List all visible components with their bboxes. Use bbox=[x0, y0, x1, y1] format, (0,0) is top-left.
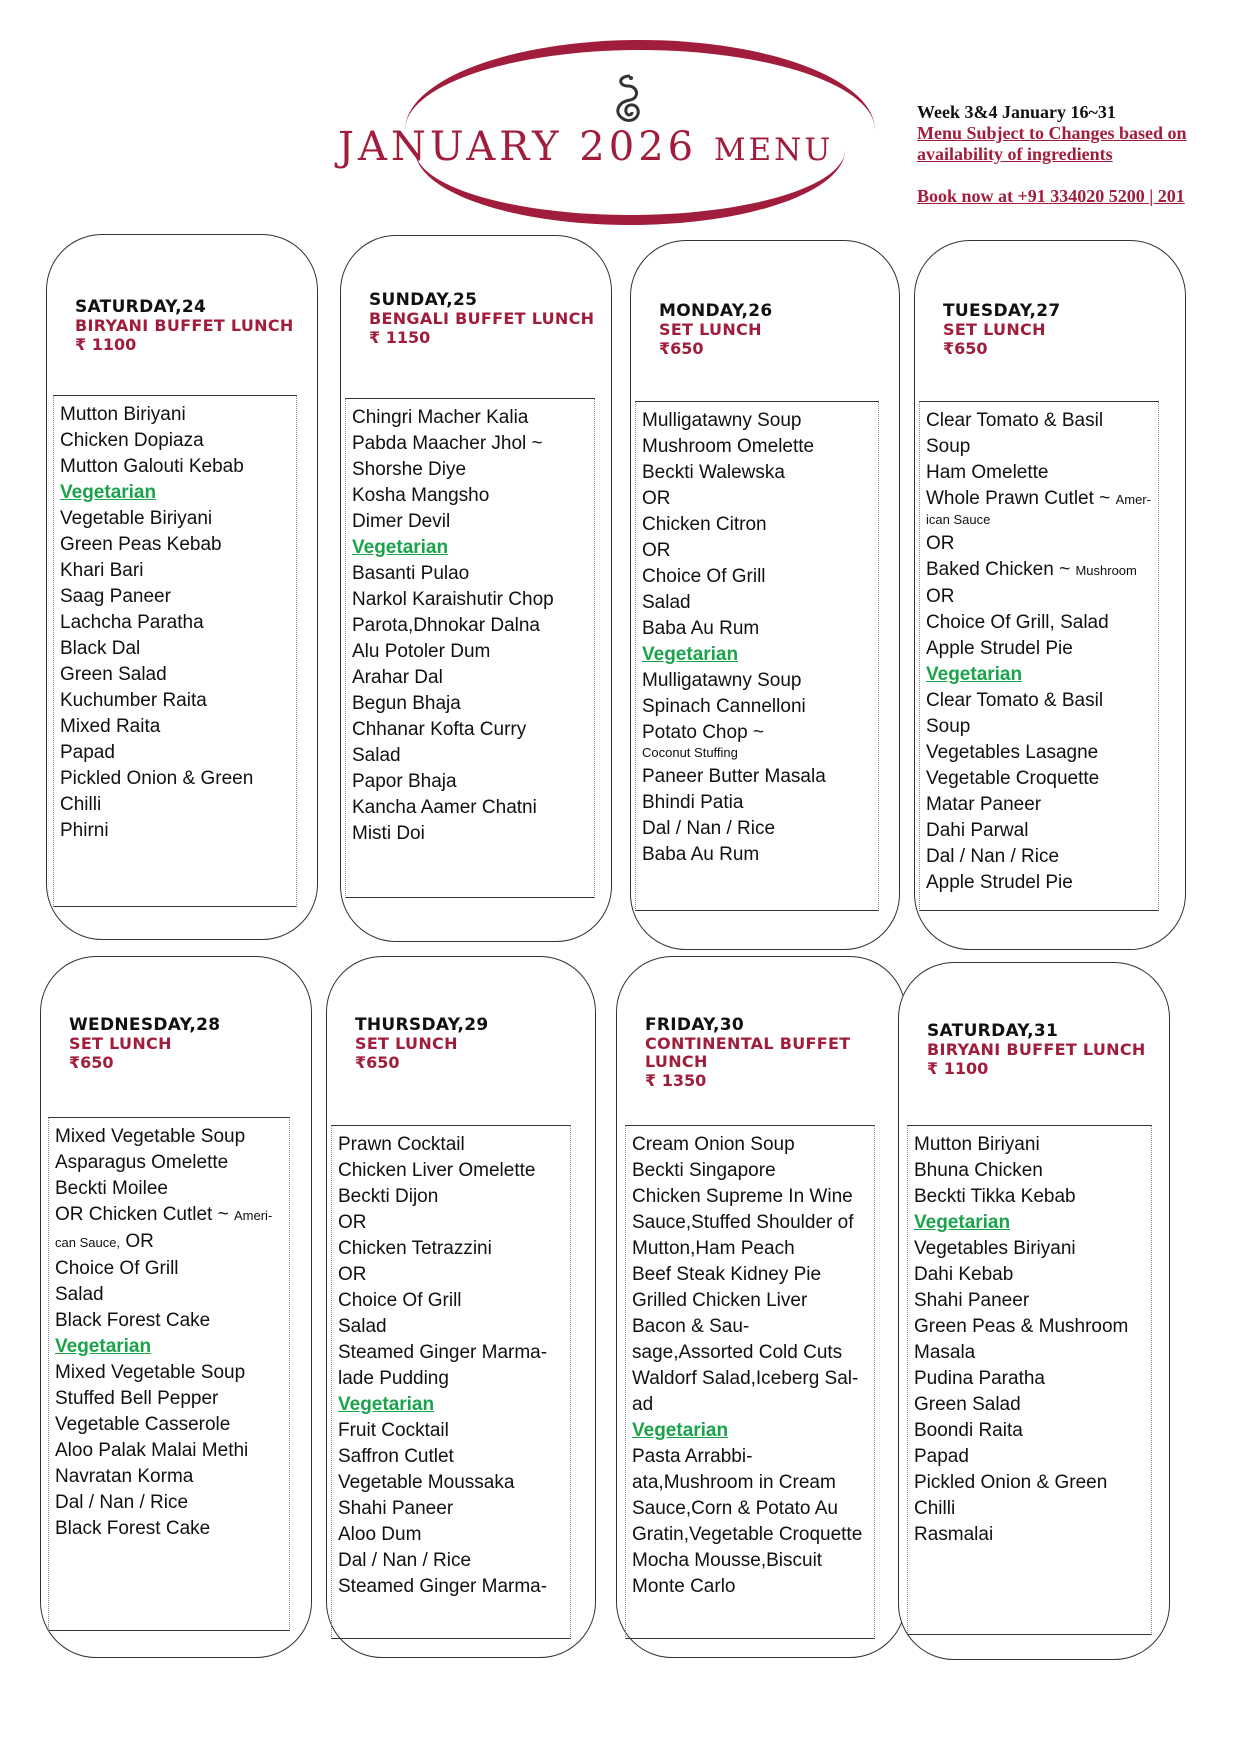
menu-card bbox=[326, 956, 596, 1658]
menu-item: Black Forest Cake bbox=[55, 1518, 211, 1539]
card-header bbox=[75, 297, 307, 355]
menu-item: Boondi Raita bbox=[914, 1420, 1023, 1441]
header-info bbox=[917, 102, 1240, 207]
menu-item: Chicken Liver Omelette bbox=[338, 1160, 536, 1181]
menu-item: Pabda Maacher Jhol ~ bbox=[352, 433, 543, 454]
card-day: SATURDAY,24 bbox=[75, 297, 207, 317]
card-menu-list bbox=[919, 401, 1159, 911]
menu-item: Chilli bbox=[914, 1498, 956, 1519]
menu-card bbox=[46, 234, 318, 940]
menu-item: Papor Bhaja bbox=[352, 771, 457, 792]
card-price: ₹650 bbox=[69, 1053, 114, 1072]
menu-card bbox=[914, 240, 1186, 950]
menu-card bbox=[630, 240, 900, 950]
menu-item: Potato Chop ~ bbox=[642, 722, 765, 743]
menu-item: Dal / Nan / Rice bbox=[55, 1492, 189, 1513]
card-header bbox=[659, 301, 889, 359]
menu-item: Apple Strudel Pie bbox=[926, 872, 1073, 893]
card-header bbox=[645, 1015, 895, 1091]
menu-item: Fruit Cocktail bbox=[338, 1420, 449, 1441]
menu-item: Grilled Chicken Liver bbox=[632, 1290, 808, 1311]
card-header bbox=[369, 290, 601, 348]
card-header bbox=[943, 301, 1175, 359]
card-menu-list bbox=[345, 398, 595, 898]
menu-item: ican Sauce bbox=[926, 512, 991, 527]
header-arc-bottom bbox=[415, 150, 845, 225]
menu-item: Alu Potoler Dum bbox=[352, 641, 491, 662]
card-meal-type: SET LUNCH bbox=[943, 320, 1046, 339]
menu-item: Chicken Citron bbox=[642, 514, 767, 535]
menu-item: Chicken Supreme In Wine bbox=[632, 1186, 853, 1207]
menu-item: Green Salad bbox=[60, 664, 167, 685]
menu-item: Stuffed Bell Pepper bbox=[55, 1388, 219, 1409]
card-meal-type: CONTINENTAL BUFFET LUNCH bbox=[645, 1034, 851, 1071]
card-header bbox=[69, 1015, 301, 1073]
card-price: ₹650 bbox=[659, 339, 704, 358]
vegetarian-heading: Vegetarian bbox=[60, 482, 157, 503]
menu-item: ata,Mushroom in Cream bbox=[632, 1472, 836, 1493]
menu-item: Mutton Biriyani bbox=[60, 404, 186, 425]
menu-item: Beckti Singapore bbox=[632, 1160, 776, 1181]
menu-item: Soup bbox=[926, 716, 971, 737]
menu-item: Cream Onion Soup bbox=[632, 1134, 795, 1155]
menu-item: Bhindi Patia bbox=[642, 792, 744, 813]
menu-item: Phirni bbox=[60, 820, 109, 841]
card-menu-list bbox=[635, 401, 879, 911]
menu-item: Lachcha Paratha bbox=[60, 612, 204, 633]
menu-item: Salad bbox=[642, 592, 691, 613]
vegetarian-heading: Vegetarian bbox=[338, 1394, 435, 1415]
menu-item: Beef Steak Kidney Pie bbox=[632, 1264, 822, 1285]
menu-item: Mocha Mousse,Biscuit bbox=[632, 1550, 823, 1571]
card-menu-list bbox=[907, 1125, 1152, 1635]
menu-item: Bacon & Sau- bbox=[632, 1316, 750, 1337]
menu-item: Coconut Stuffing bbox=[642, 745, 738, 760]
card-day: MONDAY,26 bbox=[659, 301, 773, 321]
menu-card bbox=[616, 956, 906, 1658]
menu-item: Chhanar Kofta Curry bbox=[352, 719, 527, 740]
menu-item: Chilli bbox=[60, 794, 102, 815]
card-menu-list bbox=[53, 395, 297, 907]
menu-item: Masala bbox=[914, 1342, 976, 1363]
menu-item: Vegetable Moussaka bbox=[338, 1472, 515, 1493]
menu-item: Sauce,Corn & Potato Au bbox=[632, 1498, 838, 1519]
vegetarian-heading: Vegetarian bbox=[55, 1336, 152, 1357]
menu-item: Beckti Tikka Kebab bbox=[914, 1186, 1076, 1207]
menu-item: Vegetables Lasagne bbox=[926, 742, 1099, 763]
menu-item: Asparagus Omelette bbox=[55, 1152, 229, 1173]
menu-item: Green Peas & Mushroom bbox=[914, 1316, 1129, 1337]
menu-item: Mixed Raita bbox=[60, 716, 161, 737]
menu-item: Saffron Cutlet bbox=[338, 1446, 454, 1467]
menu-card bbox=[40, 956, 312, 1658]
menu-item: sage,Assorted Cold Cuts bbox=[632, 1342, 843, 1363]
title-main: JANUARY 2026 bbox=[338, 124, 698, 170]
menu-item: Dal / Nan / Rice bbox=[338, 1550, 472, 1571]
card-day: TUESDAY,27 bbox=[943, 301, 1061, 321]
menu-item: Ham Omelette bbox=[926, 462, 1049, 483]
card-price: ₹ 1100 bbox=[927, 1059, 989, 1078]
menu-item: OR Chicken Cutlet ~ Ameri- bbox=[55, 1204, 273, 1225]
menu-item: Shorshe Diye bbox=[352, 459, 467, 480]
menu-item: Soup bbox=[926, 436, 971, 457]
card-menu-list bbox=[48, 1117, 290, 1631]
menu-item: Choice Of Grill bbox=[55, 1258, 179, 1279]
menu-item: Chicken Dopiaza bbox=[60, 430, 204, 451]
menu-item: Gratin,Vegetable Croquette bbox=[632, 1524, 863, 1545]
menu-item: OR bbox=[926, 533, 955, 554]
card-price: ₹650 bbox=[943, 339, 988, 358]
menu-item: Shahi Paneer bbox=[914, 1290, 1030, 1311]
title-menu: MENU bbox=[713, 132, 834, 168]
menu-item: Waldorf Salad,Iceberg Sal- bbox=[632, 1368, 859, 1389]
menu-item: Mixed Vegetable Soup bbox=[55, 1126, 246, 1147]
menu-item: Saag Paneer bbox=[60, 586, 171, 607]
menu-item: Paneer Butter Masala bbox=[642, 766, 826, 787]
menu-item: Arahar Dal bbox=[352, 667, 443, 688]
menu-item: Narkol Karaishutir Chop bbox=[352, 589, 554, 610]
menu-item: Vegetables Biriyani bbox=[914, 1238, 1076, 1259]
menu-item: Black Forest Cake bbox=[55, 1310, 211, 1331]
menu-item: Dal / Nan / Rice bbox=[926, 846, 1060, 867]
vegetarian-heading: Vegetarian bbox=[926, 664, 1023, 685]
menu-item: Monte Carlo bbox=[632, 1576, 736, 1597]
menu-item: Parota,Dhnokar Dalna bbox=[352, 615, 540, 636]
menu-item: Kancha Aamer Chatni bbox=[352, 797, 537, 818]
menu-item: Bhuna Chicken bbox=[914, 1160, 1043, 1181]
menu-item: Pickled Onion & Green bbox=[914, 1472, 1108, 1493]
menu-item: Steamed Ginger Marma- bbox=[338, 1576, 548, 1597]
menu-item: Dahi Kebab bbox=[914, 1264, 1014, 1285]
menu-item: Mutton,Ham Peach bbox=[632, 1238, 795, 1259]
menu-item: Aloo Palak Malai Methi bbox=[55, 1440, 249, 1461]
card-day: FRIDAY,30 bbox=[645, 1015, 744, 1035]
menu-item: Pickled Onion & Green bbox=[60, 768, 254, 789]
menu-item: Beckti Moilee bbox=[55, 1178, 168, 1199]
booking-phone-link[interactable]: Book now at +91 334020 5200 | 201 bbox=[917, 186, 1185, 206]
card-price: ₹ 1100 bbox=[75, 335, 137, 354]
card-meal-type: SET LUNCH bbox=[355, 1034, 458, 1053]
menu-item: Whole Prawn Cutlet ~ Amer- bbox=[926, 488, 1151, 509]
menu-item: Chingri Macher Kalia bbox=[352, 407, 529, 428]
serpent-logo-icon bbox=[610, 72, 644, 124]
menu-item: Matar Paneer bbox=[926, 794, 1042, 815]
menu-item: Pasta Arrabbi- bbox=[632, 1446, 753, 1467]
card-meal-type: BIRYANI BUFFET LUNCH bbox=[75, 316, 294, 335]
menu-item: OR bbox=[642, 488, 671, 509]
menu-item: Vegetable Casserole bbox=[55, 1414, 231, 1435]
menu-card bbox=[340, 235, 612, 942]
menu-item: Papad bbox=[914, 1446, 969, 1467]
menu-item: OR bbox=[926, 586, 955, 607]
vegetarian-heading: Vegetarian bbox=[352, 537, 449, 558]
menu-item: Basanti Pulao bbox=[352, 563, 470, 584]
menu-item: Misti Doi bbox=[352, 823, 425, 844]
menu-item: Rasmalai bbox=[914, 1524, 994, 1545]
menu-item: Green Peas Kebab bbox=[60, 534, 222, 555]
menu-item: Aloo Dum bbox=[338, 1524, 422, 1545]
card-header bbox=[355, 1015, 585, 1073]
card-day: THURSDAY,29 bbox=[355, 1015, 489, 1035]
menu-item: Baked Chicken ~ Mushroom bbox=[926, 559, 1137, 580]
menu-item: OR bbox=[642, 540, 671, 561]
menu-item: ad bbox=[632, 1394, 654, 1415]
menu-item: Kosha Mangsho bbox=[352, 485, 490, 506]
vegetarian-heading: Vegetarian bbox=[632, 1420, 729, 1441]
card-day: SUNDAY,25 bbox=[369, 290, 478, 310]
menu-item: Vegetable Biriyani bbox=[60, 508, 213, 529]
card-menu-list bbox=[331, 1125, 571, 1639]
notice-line-2: availability of ingredients bbox=[917, 144, 1113, 164]
vegetarian-heading: Vegetarian bbox=[642, 644, 739, 665]
card-price: ₹ 1350 bbox=[645, 1071, 707, 1090]
menu-item: Khari Bari bbox=[60, 560, 144, 581]
menu-item: Mushroom Omelette bbox=[642, 436, 815, 457]
menu-item: Prawn Cocktail bbox=[338, 1134, 465, 1155]
menu-item: Papad bbox=[60, 742, 115, 763]
vegetarian-heading: Vegetarian bbox=[914, 1212, 1011, 1233]
menu-item: OR bbox=[338, 1212, 367, 1233]
menu-item: Apple Strudel Pie bbox=[926, 638, 1073, 659]
card-menu-list bbox=[625, 1125, 875, 1639]
menu-item: can Sauce, OR bbox=[55, 1231, 154, 1252]
menu-item: Mutton Biriyani bbox=[914, 1134, 1040, 1155]
menu-item: Mutton Galouti Kebab bbox=[60, 456, 244, 477]
menu-item: lade Pudding bbox=[338, 1368, 449, 1389]
menu-item: OR bbox=[338, 1264, 367, 1285]
menu-item: Clear Tomato & Basil bbox=[926, 690, 1104, 711]
menu-item: Beckti Dijon bbox=[338, 1186, 439, 1207]
menu-item: Black Dal bbox=[60, 638, 141, 659]
week-range: Week 3&4 January 16~31 bbox=[917, 102, 1116, 122]
menu-item: Kuchumber Raita bbox=[60, 690, 207, 711]
card-day: WEDNESDAY,28 bbox=[69, 1015, 221, 1035]
menu-item: Pudina Paratha bbox=[914, 1368, 1045, 1389]
menu-item: Sauce,Stuffed Shoulder of bbox=[632, 1212, 854, 1233]
menu-item: Choice Of Grill bbox=[338, 1290, 462, 1311]
menu-item: Choice Of Grill, Salad bbox=[926, 612, 1109, 633]
menu-item: Mixed Vegetable Soup bbox=[55, 1362, 246, 1383]
menu-item: Vegetable Croquette bbox=[926, 768, 1100, 789]
menu-item: Dimer Devil bbox=[352, 511, 451, 532]
menu-item: Salad bbox=[55, 1284, 104, 1305]
menu-item: Choice Of Grill bbox=[642, 566, 766, 587]
menu-item: Steamed Ginger Marma- bbox=[338, 1342, 548, 1363]
menu-item: Mulligatawny Soup bbox=[642, 670, 802, 691]
menu-item: Beckti Walewska bbox=[642, 462, 785, 483]
menu-item: Navratan Korma bbox=[55, 1466, 194, 1487]
card-meal-type: BENGALI BUFFET LUNCH bbox=[369, 309, 595, 328]
card-meal-type: BIRYANI BUFFET LUNCH bbox=[927, 1040, 1146, 1059]
menu-item: Chicken Tetrazzini bbox=[338, 1238, 492, 1259]
menu-item: Baba Au Rum bbox=[642, 844, 760, 865]
menu-item: Baba Au Rum bbox=[642, 618, 760, 639]
menu-item: Clear Tomato & Basil bbox=[926, 410, 1104, 431]
menu-item: Salad bbox=[352, 745, 401, 766]
card-meal-type: SET LUNCH bbox=[659, 320, 762, 339]
menu-item: Mulligatawny Soup bbox=[642, 410, 802, 431]
menu-card bbox=[898, 962, 1170, 1660]
notice-line-1: Menu Subject to Changes based on bbox=[917, 123, 1187, 143]
menu-item: Begun Bhaja bbox=[352, 693, 461, 714]
card-meal-type: SET LUNCH bbox=[69, 1034, 172, 1053]
card-price: ₹650 bbox=[355, 1053, 400, 1072]
card-day: SATURDAY,31 bbox=[927, 1021, 1059, 1041]
menu-item: Spinach Cannelloni bbox=[642, 696, 806, 717]
card-price: ₹ 1150 bbox=[369, 328, 431, 347]
menu-item: Salad bbox=[338, 1316, 387, 1337]
menu-item: Dal / Nan / Rice bbox=[642, 818, 776, 839]
menu-item: Shahi Paneer bbox=[338, 1498, 454, 1519]
menu-item: Green Salad bbox=[914, 1394, 1021, 1415]
menu-item: Dahi Parwal bbox=[926, 820, 1029, 841]
card-header bbox=[927, 1021, 1159, 1079]
